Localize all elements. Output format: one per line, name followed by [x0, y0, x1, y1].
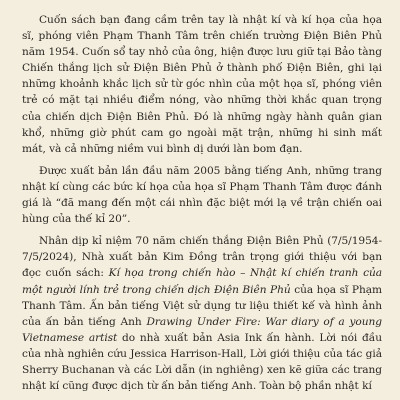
paragraph-3-text-c: do nhà xuất bản Asia Ink ấn hành. Lời nói đầu của nhà nghiên cứu Jessica Harrison-Hall, Lời giới thiệu của tác giả Sherry Buchanan và các Lời dẫn (in nghiêng) xen kẽ giữa các trang nhật kí cũng được dịch từ ấn bản tiếng Anh. Toàn bộ phần nhật kí: [22, 331, 382, 393]
paragraph-2-text: Được xuất bản lần đầu năm 2005 bằng tiếng Anh, những trang nhật kí cùng các bức kí họa của họa sĩ Phạm Thanh Tâm được đánh giá là “đã mang đến một cái nhìn đặc biệt mới lạ về trận chiến oai hùng của thế kỉ 20”.: [22, 164, 382, 226]
paragraph-2: [22, 163, 382, 227]
paragraph-1: [22, 12, 382, 157]
paragraph-1-text: Cuốn sách bạn đang cầm trên tay là nhật kí và kí họa của họa sĩ, phóng viên Phạm Thanh Tâm trên chiến trường Điện Biên Phủ năm 1954. Cuốn sổ tay nhỏ của ông, hiện được lưu giữ tại Bảo tàng Chiến thắng lịch sử Điện Biên Phủ ở thành phố Điện Biên, ghi lại những khoảnh khắc lịch sử từ góc nhìn của một họa sĩ, phóng viên trẻ có mặt tại nhiều điểm nóng, vào những thời khắc quan trọng của chiến dịch Điện Biên Phủ. Đó là những ngày hành quân gian khổ, những giờ phút cam go ngoài mặt trận, những hi sinh mất mát, và cả những niềm vui bình dị dưới làn bom đạn.: [22, 14, 382, 155]
paragraph-3-text-a: Nhân dịp kỉ niệm 70 năm chiến thắng Điện Biên Phủ (7/5/1954-7/5/2024), Nhà xuất bản Kim Đồng trân trọng giới thiệu với bạn đọc cuốn sách:: [22, 235, 382, 280]
paragraph-3-text-b: của họa sĩ Phạm Thanh Tâm. Ấn bản tiếng Việt sử dụng tư liệu thiết kế và hình ảnh của ấn bản tiếng Anh: [22, 283, 382, 328]
paragraph-3: [22, 233, 382, 394]
book-title-vietnamese: Kí họa trong chiến hào – Nhật kí chiến tranh của một người lính trẻ trong chiến dịch Điện Biên Phủ: [22, 267, 382, 296]
book-title-english: Drawing Under Fire: War diary of a young Vietnamese artist: [22, 315, 382, 344]
